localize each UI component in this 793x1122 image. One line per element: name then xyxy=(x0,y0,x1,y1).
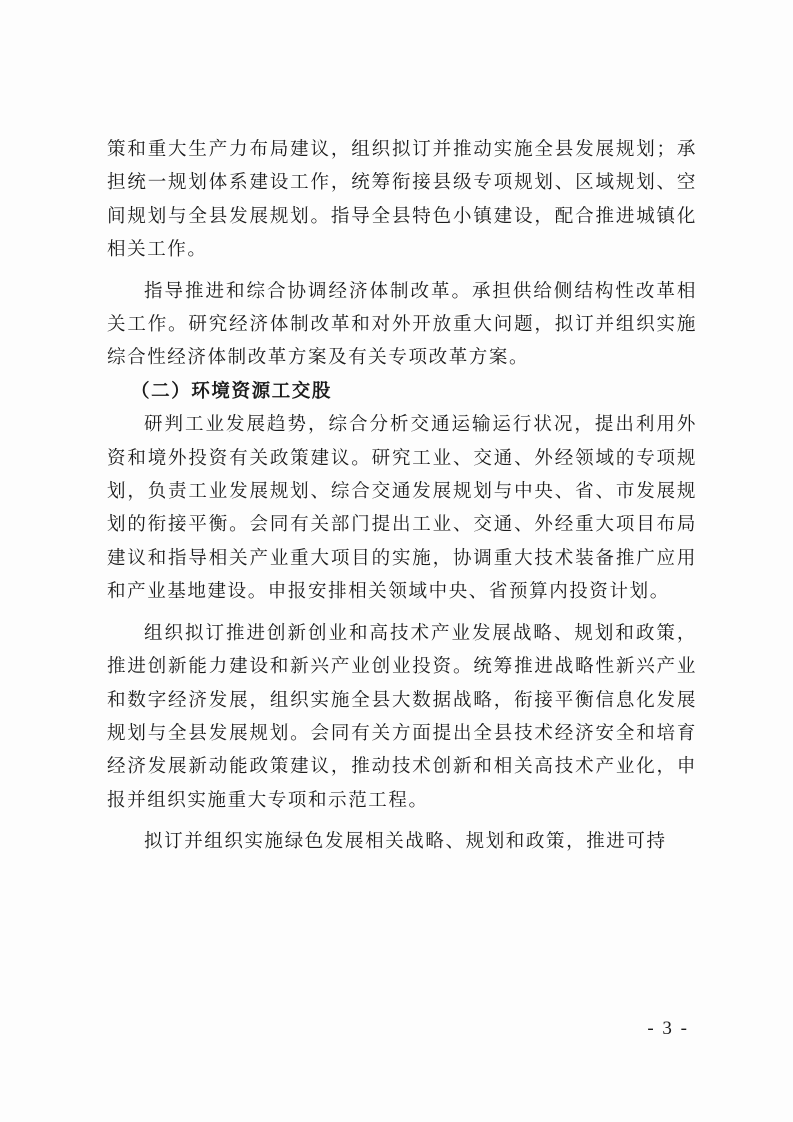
page-number: - 3 - xyxy=(647,1018,689,1039)
section-heading: （二）环境资源工交股 xyxy=(131,380,333,402)
paragraph-planning-continuation: 策和重大生产力布局建议，组织拟订并推动实施全县发展规划；承担统一规划体系建设工作，统筹衔接县级专项规划、区域规划、空间规划与全县发展规划。指导全县特色小镇建设，配合推进城镇化相关工作。 xyxy=(107,139,697,261)
paragraph-industry-transport: 研判工业发展趋势，综合分析交通运输运行状况，提出利用外资和境外投资有关政策建议。研究工业、交通、外经领域的专项规划，负责工业发展规划、综合交通发展规划与中央、省、市发展规划的衔接平衡。会同有关部门提出工业、交通、外经重大项目布局建议和指导相关产业重大项目的实施，协调重大技术装备推广应用和产业基地建设。申报安排相关领域中央、省预算内投资计划。 xyxy=(107,414,697,603)
paragraph-economic-reform: 指导推进和综合协调经济体制改革。承担供给侧结构性改革相关工作。研究经济体制改革和对外开放重大问题，拟订并组织实施综合性经济体制改革方案及有关专项改革方案。 xyxy=(107,280,697,369)
document-body xyxy=(107,133,697,859)
paragraph-innovation: 组织拟订推进创新创业和高技术产业发展战略、规划和政策，推进创新能力建设和新兴产业创业投资。统筹推进战略性新兴产业和数字经济发展，组织实施全县大数据战略，衔接平衡信息化发展规划与全县发展规划。会同有关方面提出全县技术经济安全和培育经济发展新动能政策建议，推动技术创新和相关高技术产业化，申报并组织实施重大专项和示范工程。 xyxy=(107,622,697,811)
paragraph-green-development: 拟订并组织实施绿色发展相关战略、规划和政策，推进可持 xyxy=(144,831,667,853)
